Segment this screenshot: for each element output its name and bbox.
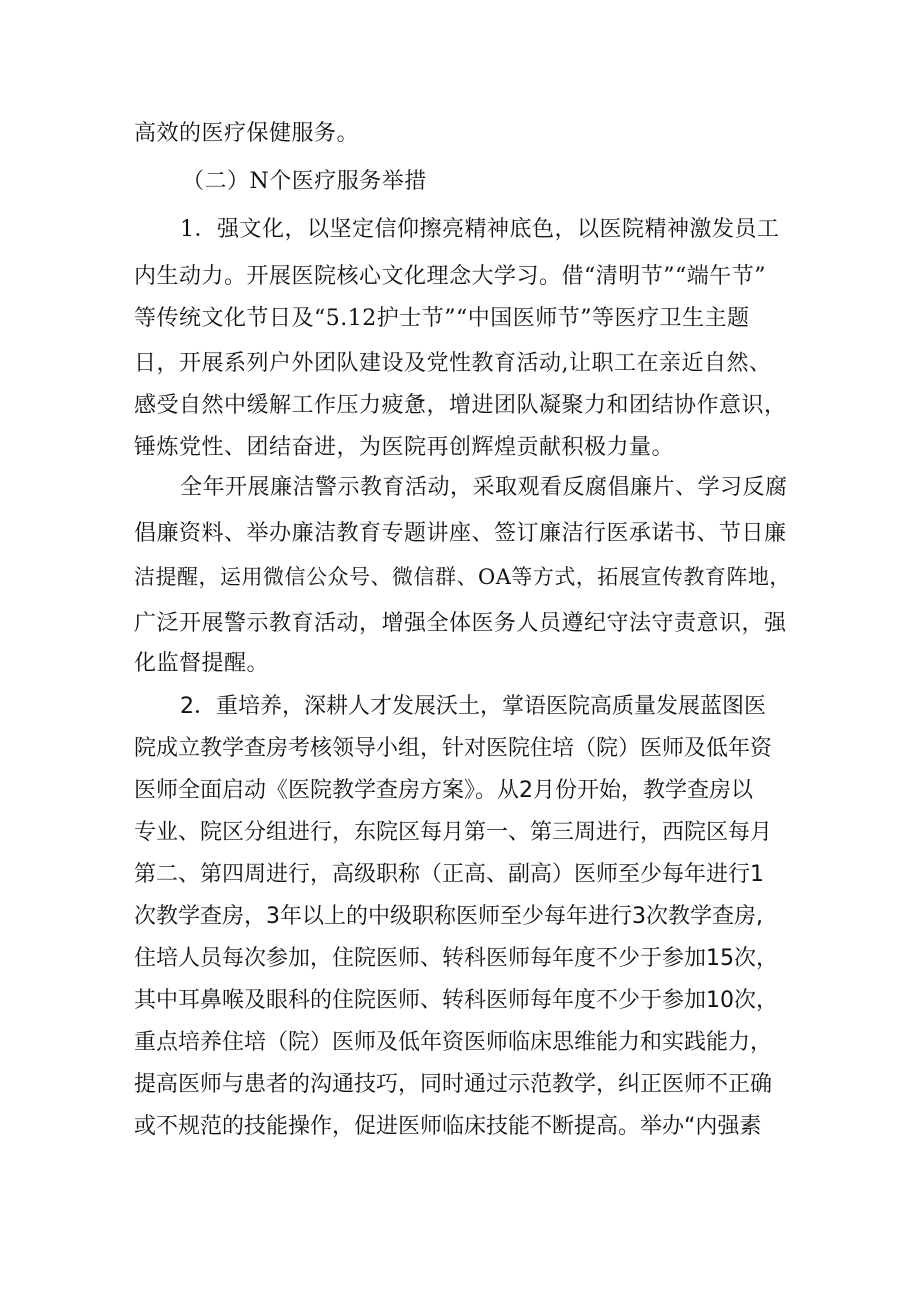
- paragraph-line: 专业、院区分组进行，东院区每月第一、第三周进行，西院区每月: [134, 820, 773, 845]
- paragraph-line: 高效的医疗保健服务。: [134, 121, 360, 146]
- paragraph-line: 2．重培养，深耕人才发展沃土，掌语医院高质量发展蓝图医: [180, 694, 766, 719]
- paragraph-line: 锤炼党性、团结奋进，为医院再创辉煌贡献积极力量。: [134, 435, 675, 460]
- paragraph-line: 其中耳鼻喉及眼科的住院医师、转科医师每年度不少于参加10次，: [134, 988, 778, 1013]
- paragraph-line: 倡廉资料、举办廉洁教育专题讲座、签订廉洁行医承诺书、节日廉: [134, 521, 787, 546]
- paragraph-line: 第二、第四周进行，高级职称（正高、副高）医师至少每年进行1: [134, 862, 764, 887]
- paragraph-line: 广泛开展警示教育活动，增强全体医务人员遵纪守法守责意识，强: [134, 611, 787, 636]
- paragraph-line: 化监督提醒。: [134, 651, 270, 676]
- paragraph-line: 洁提醒，运用微信公众号、微信群、OA等方式，拓展宣传教育阵地，: [134, 565, 791, 589]
- paragraph-line: 日，开展系列户外团队建设及党性教育活动,让职工在亲近自然、: [134, 351, 772, 376]
- paragraph-line: 感受自然中缓解工作压力疲惫，增进团队凝聚力和团结协作意识，: [134, 393, 787, 418]
- paragraph-line: 次教学查房，3年以上的中级职称医师至少每年进行3次教学查房,: [134, 904, 763, 929]
- paragraph-line: 提高医师与患者的沟通技巧，同时通过示范教学，纠正医师不正确: [134, 1072, 773, 1097]
- paragraph-line: 住培人员每次参加，住院医师、转科医师每年度不少于参加15次，: [134, 946, 778, 971]
- paragraph-line: 重点培养住培（院）医师及低年资医师临床思维能力和实践能力，: [134, 1030, 773, 1055]
- paragraph-line: 或不规范的技能操作，促进医师临床技能不断提高。举办“内强素: [134, 1114, 762, 1139]
- paragraph-line: 等传统文化节日及“5.12护士节”“中国医师节”等医疗卫生主题: [134, 306, 750, 331]
- section-heading: （二）N个医疗服务举措: [182, 169, 427, 194]
- paragraph-line: 院成立教学查房考核领导小组，针对医院住培（院）医师及低年资: [134, 736, 773, 761]
- paragraph-line: 全年开展廉洁警示教育活动，采取观看反腐倡廉片、学习反腐: [180, 475, 788, 500]
- paragraph-line: 内生动力。开展医院核心文化理念大学习。借“清明节”“端午节”: [134, 264, 766, 289]
- paragraph-line: 1．强文化，以坚定信仰擦亮精神底色，以医院精神激发员工: [180, 217, 780, 242]
- paragraph-line: 医师全面启动《医院教学查房方案》。从2月份开始，教学查房以: [134, 778, 753, 803]
